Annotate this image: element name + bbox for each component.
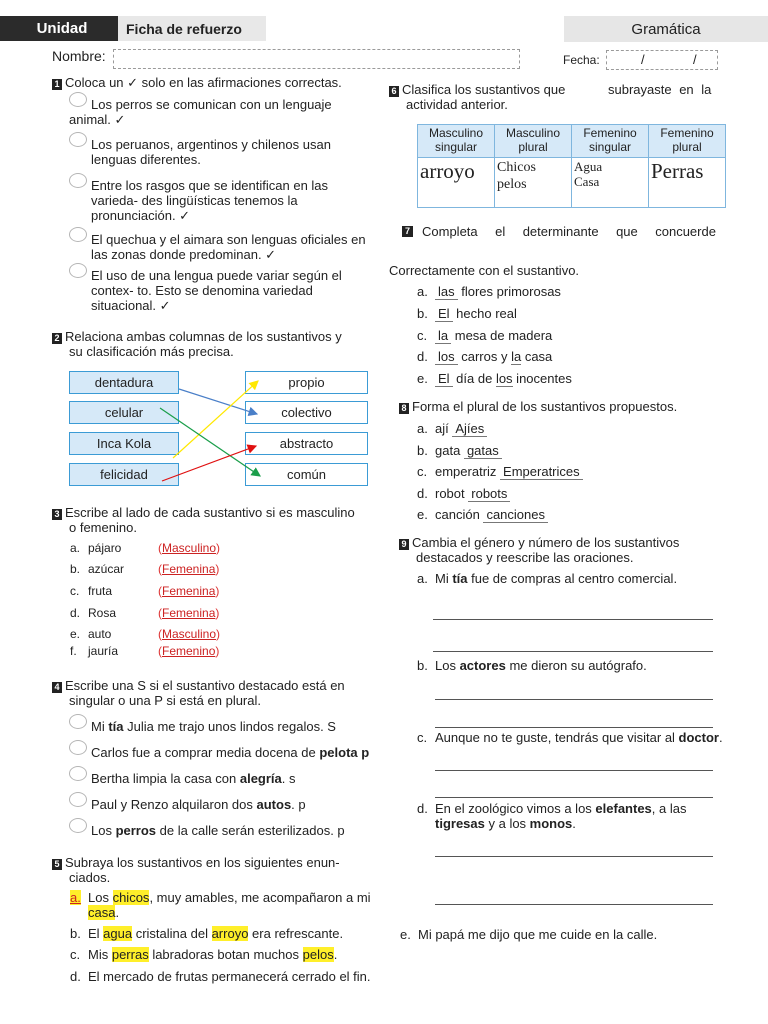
q9-item-d <box>417 801 687 816</box>
q5-highlight[interactable]: chicos <box>112 890 150 905</box>
q5-sentence-c <box>88 947 337 962</box>
q5-title <box>52 855 340 885</box>
q9-letter: a. <box>417 571 428 586</box>
q7-text: hecho real <box>452 306 517 321</box>
q4-title <box>52 678 345 708</box>
q4-text: . p <box>291 797 306 812</box>
q5-text: era refrescante. <box>248 926 344 941</box>
q4-title-line-2: singular o una P si está en plural. <box>69 693 261 708</box>
q2-left-dentadura[interactable]: dentadura <box>69 371 179 394</box>
q6-header-text: plural <box>672 140 702 154</box>
q5-highlight[interactable]: casa <box>88 905 116 920</box>
q7-det-answer[interactable]: El <box>435 306 453 322</box>
q9-bold: actores <box>459 658 506 673</box>
q1-item-5-line-3: situacional. ✓ <box>91 298 171 313</box>
q9-letter: d. <box>417 801 428 816</box>
q6-header-text: Masculino <box>428 126 484 140</box>
q7-item-d <box>417 349 553 364</box>
arrow-celular-comun <box>160 408 260 476</box>
q9-item-b <box>417 658 647 673</box>
q3-answer-e[interactable]: (Masculino) <box>158 627 221 641</box>
q8-letter: e. <box>417 507 428 522</box>
date-sep-1: / <box>641 52 645 67</box>
q5-letter-d: d. <box>70 969 81 984</box>
q9-answer-line-b2[interactable] <box>435 727 713 728</box>
q6-header-text: plural <box>518 140 548 154</box>
q9-text: En el zoológico vimos a los <box>435 801 596 816</box>
q7-item-e <box>417 371 572 386</box>
q2-right-abstracto[interactable]: abstracto <box>245 432 368 455</box>
q4-bold: tía <box>108 719 124 734</box>
q3-title-line-2: o femenino. <box>69 520 137 535</box>
q1-item-2-line-2: lenguas diferentes. <box>91 152 201 167</box>
q3-word: Rosa <box>88 606 117 620</box>
q6-title-part-3: actividad anterior. <box>406 97 508 112</box>
q3-letter: c. <box>70 584 80 598</box>
q7-item-b <box>417 306 517 321</box>
q9-bold: monos <box>529 816 573 831</box>
q6-cell-fem-sing[interactable] <box>572 158 649 208</box>
q8-word: robot <box>435 486 465 501</box>
q1-item-3-line-3: pronunciación. ✓ <box>91 208 191 223</box>
q4-text: Paul y Renzo alquilaron dos <box>91 797 257 812</box>
q3-answer-text: Femenina <box>162 606 216 620</box>
q5-letter-a: a. <box>70 890 81 905</box>
q5-sentence-a <box>88 890 371 905</box>
subject-label: Gramática <box>564 16 768 42</box>
q4-item-4 <box>91 797 306 812</box>
q9-title <box>399 535 679 565</box>
q7-letter: d. <box>417 349 428 364</box>
q9-answer-line-c1[interactable] <box>435 770 713 771</box>
q7-item-a <box>417 284 561 299</box>
q3-word: azúcar <box>88 562 125 576</box>
q5-text: cristalina del <box>132 926 212 941</box>
q1-item-5-line-2: contex- to. Esto se denomina variedad <box>91 283 313 298</box>
q9-letter: e. <box>400 927 411 942</box>
q1-item-5-line-1: El uso de una lengua puede variar según el <box>91 268 342 283</box>
q7-title-word: el <box>495 224 506 239</box>
q9-number: 9 <box>399 539 409 550</box>
q6-header-text: Femenino <box>660 126 714 140</box>
q7-det-answer[interactable]: la <box>435 328 451 344</box>
q6-title <box>389 82 565 97</box>
q1-item-1-line-1: Los perros se comunican con un lenguaje <box>91 97 332 112</box>
q1-item-3-line-1: Entre los rasgos que se identifican en las <box>91 178 329 193</box>
q8-answer[interactable]: canciones <box>483 507 548 523</box>
q4-item-2 <box>91 745 369 760</box>
q6-header-fem-plur <box>649 125 726 158</box>
q4-answer-circle-3[interactable] <box>69 766 87 781</box>
q6-header-masc-plur <box>495 125 572 158</box>
q5-item-b <box>70 926 344 941</box>
q9-text: . <box>719 730 723 745</box>
q4-bold: alegría <box>239 771 282 786</box>
q6-header-masc-sing <box>418 125 495 158</box>
q7-text: mesa de madera <box>451 328 553 343</box>
q5-letter-b: b. <box>70 926 81 941</box>
q8-item-a <box>417 421 485 436</box>
q8-word: gata <box>435 443 461 458</box>
q7-title-cont: Correctamente con el sustantivo. <box>389 263 580 278</box>
name-label: Nombre: <box>52 48 106 64</box>
q7-letter: e. <box>417 371 428 386</box>
q9-bold: tía <box>452 571 468 586</box>
q9-text: Mi papá me dijo que me cuide en la calle. <box>418 927 658 942</box>
q5-text: , muy amables, me acompañaron a mi <box>149 890 371 905</box>
q7-det-answer[interactable]: El <box>435 371 453 387</box>
q5-title-line-1: Subraya los sustantivos en los siguientes enun- <box>65 855 340 870</box>
q1-title-text: Coloca un ✓ solo en las afirmaciones correctas. <box>65 75 342 90</box>
q7-title-word: determinante <box>522 224 599 239</box>
q6-classification-table <box>417 124 726 208</box>
q3-answer-a[interactable]: (Masculino) <box>158 541 221 555</box>
q9-item-d-cont <box>435 816 576 831</box>
q9-bold: doctor <box>678 730 719 745</box>
q7-letter: c. <box>417 328 428 343</box>
q4-answer-circle-2[interactable] <box>69 740 87 755</box>
q8-title-text: Forma el plural de los sustantivos propuestos. <box>412 399 678 414</box>
q9-answer-line-b1[interactable] <box>435 699 713 700</box>
q1-item-2-line-1: Los peruanos, argentinos y chilenos usan <box>91 137 331 152</box>
q5-highlight[interactable]: perras <box>111 947 149 962</box>
q9-text: y a los <box>484 816 530 831</box>
q4-item-3 <box>91 771 296 786</box>
q8-letter: b. <box>417 443 428 458</box>
q8-answer[interactable]: gatas <box>464 443 502 459</box>
date-sep-2: / <box>693 52 697 67</box>
q2-right-propio[interactable]: propio <box>245 371 368 394</box>
q3-answer-text: Femenina <box>162 562 216 576</box>
q7-text: inocentes <box>512 371 572 386</box>
q7-letter: b. <box>417 306 428 321</box>
q4-text: . s <box>281 771 296 786</box>
q2-right-comun[interactable]: común <box>245 463 368 486</box>
q5-item-a <box>70 890 371 920</box>
q9-answer-line-d2[interactable] <box>435 904 713 905</box>
q4-bold: perros <box>115 823 157 838</box>
q4-item-5 <box>91 823 345 838</box>
q5-sentence-d: El mercado de frutas permanecerá cerrado el fin. <box>88 969 371 984</box>
q9-letter: c. <box>417 730 428 745</box>
q6-title-part-2: subrayaste en la <box>608 82 712 97</box>
q5-highlight[interactable]: pelos <box>302 947 334 962</box>
q1-item-1-line-2: animal. ✓ <box>69 112 126 127</box>
q9-answer-line-a2[interactable] <box>433 651 713 652</box>
q9-item-e <box>400 927 658 942</box>
q3-answer-b[interactable]: (Femenina) <box>158 562 220 576</box>
q4-text: de la calle serán esterilizados. p <box>156 823 345 838</box>
q6-cell-fem-plur[interactable] <box>649 158 726 208</box>
q6-cell-text: pelos <box>497 177 527 192</box>
q7-letter: a. <box>417 284 428 299</box>
q3-answer-text: Masculino <box>162 627 217 641</box>
q5-text: . <box>115 905 120 920</box>
q3-word: auto <box>88 627 112 641</box>
q3-letter: e. <box>70 627 81 641</box>
q9-bold: elefantes <box>595 801 652 816</box>
q7-det-answer[interactable]: las <box>435 284 458 300</box>
q6-header-text: Masculino <box>505 126 561 140</box>
q7-text: día de <box>452 371 496 386</box>
q2-title-line-1: Relaciona ambas columnas de los sustantivos y <box>65 329 342 344</box>
q9-text: Los <box>435 658 460 673</box>
q1-item-4-line-1: El quechua y el aimara son lenguas oficiales en <box>91 232 366 247</box>
q5-item-d <box>70 969 371 984</box>
q2-right-colectivo[interactable]: colectivo <box>245 401 368 424</box>
q6-cell-text: Chicos <box>497 160 536 175</box>
q2-left-inca-kola[interactable]: Inca Kola <box>69 432 179 455</box>
q6-cell-text: arroyo <box>420 159 475 183</box>
q4-text: Carlos fue a comprar media docena de <box>91 745 320 760</box>
q8-answer[interactable]: robots <box>468 486 510 502</box>
q8-answer[interactable]: Ajíes <box>452 421 487 437</box>
q9-text: fue de compras al centro comercial. <box>467 571 678 586</box>
q9-item-c <box>417 730 723 745</box>
q3-number: 3 <box>52 509 62 520</box>
q6-cell-masc-plur[interactable] <box>495 158 572 208</box>
q4-text: Julia me trajo unos lindos regalos. S <box>123 719 336 734</box>
q9-text: Mi <box>435 571 453 586</box>
q9-item-a <box>417 571 678 586</box>
q6-cell-masc-sing[interactable] <box>418 158 495 208</box>
q5-sentence-b <box>88 926 343 941</box>
q3-title <box>52 505 355 535</box>
q9-title-line-2: destacados y reescribe las oraciones. <box>416 550 634 565</box>
q9-bold: tigresas <box>435 816 485 831</box>
q5-highlight[interactable]: arroyo <box>211 926 249 941</box>
q7-title-word: Completa <box>422 224 478 239</box>
q7-title <box>402 224 716 239</box>
q2-left-celular[interactable]: celular <box>69 401 179 424</box>
q3-letter: a. <box>70 541 81 555</box>
q2-title-line-2: su clasificación más precisa. <box>69 344 234 359</box>
q6-cell-text: Agua <box>574 159 603 174</box>
q4-text: Mi <box>91 719 109 734</box>
q5-text: Mis <box>88 947 112 962</box>
q8-word: emperatriz <box>435 464 497 479</box>
q8-item-d <box>417 486 508 501</box>
q4-bold: autos <box>256 797 292 812</box>
q5-sentence-a-cont <box>88 905 119 920</box>
q7-text: casa <box>521 349 553 364</box>
q4-title-line-1: Escribe una S si el sustantivo destacado está en <box>65 678 345 693</box>
q6-cell-text: Casa <box>574 174 600 189</box>
date-label: Fecha: <box>563 53 600 67</box>
q7-text: flores primorosas <box>457 284 561 299</box>
q7-number: 7 <box>402 226 413 237</box>
q2-number: 2 <box>52 333 62 344</box>
q5-text: Los <box>88 890 113 905</box>
q7-title-word: que <box>616 224 638 239</box>
q6-header-text: singular <box>434 140 478 154</box>
q3-word: fruta <box>88 584 113 598</box>
q1-item-4-line-2: las zonas donde predominan. ✓ <box>91 247 277 262</box>
q9-answer-line-d1[interactable] <box>435 856 713 857</box>
q4-text: Bertha limpia la casa con <box>91 771 240 786</box>
q3-answer-c[interactable]: (Femenina) <box>158 584 220 598</box>
q6-cell-text: Perras <box>651 159 704 183</box>
q8-number: 8 <box>399 403 409 414</box>
q9-text: . <box>572 816 576 831</box>
q8-item-c <box>417 464 580 479</box>
q8-answer[interactable]: Emperatrices <box>500 464 583 480</box>
q3-answer-f[interactable]: (Femenino) <box>158 644 220 658</box>
worksheet-title: Ficha de refuerzo <box>118 16 266 41</box>
q4-text: Los <box>91 823 116 838</box>
q5-text: labradoras botan muchos <box>148 947 303 962</box>
q7-det-answer[interactable]: la <box>511 349 522 364</box>
q1-item-3-line-2: varieda- des lingüísticas tenemos la <box>91 193 298 208</box>
q7-item-c <box>417 328 553 343</box>
q9-letter: b. <box>417 658 428 673</box>
q3-answer-text: Masculino <box>162 541 217 555</box>
q1-number: 1 <box>52 79 62 90</box>
q4-number: 4 <box>52 682 62 693</box>
q4-item-1 <box>91 719 336 734</box>
unit-tab: Unidad <box>0 16 124 41</box>
q6-header-text: Femenino <box>583 126 637 140</box>
q5-item-c <box>70 947 338 962</box>
q6-header-fem-sing <box>572 125 649 158</box>
q9-text: , a las <box>651 801 687 816</box>
q3-answer-text: Femenina <box>162 584 216 598</box>
q8-word: canción <box>435 507 480 522</box>
q7-text: carros y <box>457 349 512 364</box>
q5-text: . <box>333 947 338 962</box>
q9-text: me dieron su autógrafo. <box>505 658 647 673</box>
q9-answer-line-c2[interactable] <box>435 797 713 798</box>
q7-det-answer[interactable]: los <box>495 371 513 386</box>
q8-word: ají <box>435 421 449 436</box>
q7-title-word: concuerde <box>655 224 716 239</box>
q4-answer-circle-4[interactable] <box>69 792 87 807</box>
q3-letter: d. <box>70 606 81 620</box>
q4-answer-circle-5[interactable] <box>69 818 87 833</box>
q9-answer-line-a1[interactable] <box>433 619 713 620</box>
q2-left-felicidad[interactable]: felicidad <box>69 463 179 486</box>
q3-letter: b. <box>70 562 81 576</box>
q5-text: El <box>88 926 104 941</box>
q9-text: Aunque no te guste, tendrás que visitar al <box>435 730 679 745</box>
q5-letter-c: c. <box>70 947 81 962</box>
q3-word: pájaro <box>88 541 122 555</box>
q3-letter: f. <box>70 644 77 658</box>
q6-number: 6 <box>389 86 399 97</box>
q5-number: 5 <box>52 859 62 870</box>
q5-highlight[interactable]: agua <box>103 926 133 941</box>
q6-title-part-1: Clasifica los sustantivos que <box>402 82 566 97</box>
q9-title-line-1: Cambia el género y número de los sustantivos <box>412 535 680 550</box>
q8-letter: a. <box>417 421 428 436</box>
q3-word: jauría <box>88 644 119 658</box>
q8-item-b <box>417 443 499 458</box>
q5-title-line-2: ciados. <box>69 870 111 885</box>
q4-answer-circle-1[interactable] <box>69 714 87 729</box>
q8-letter: c. <box>417 464 428 479</box>
q7-det-answer[interactable]: los <box>435 349 458 365</box>
q4-bold: pelota p <box>319 745 370 760</box>
q8-letter: d. <box>417 486 428 501</box>
q8-title <box>399 399 677 414</box>
q3-answer-text: Femenino <box>162 644 216 658</box>
q3-answer-d[interactable]: (Femenina) <box>158 606 220 620</box>
q8-item-e <box>417 507 545 522</box>
q3-title-line-1: Escribe al lado de cada sustantivo si es masculino <box>65 505 355 520</box>
q6-header-text: singular <box>588 140 632 154</box>
